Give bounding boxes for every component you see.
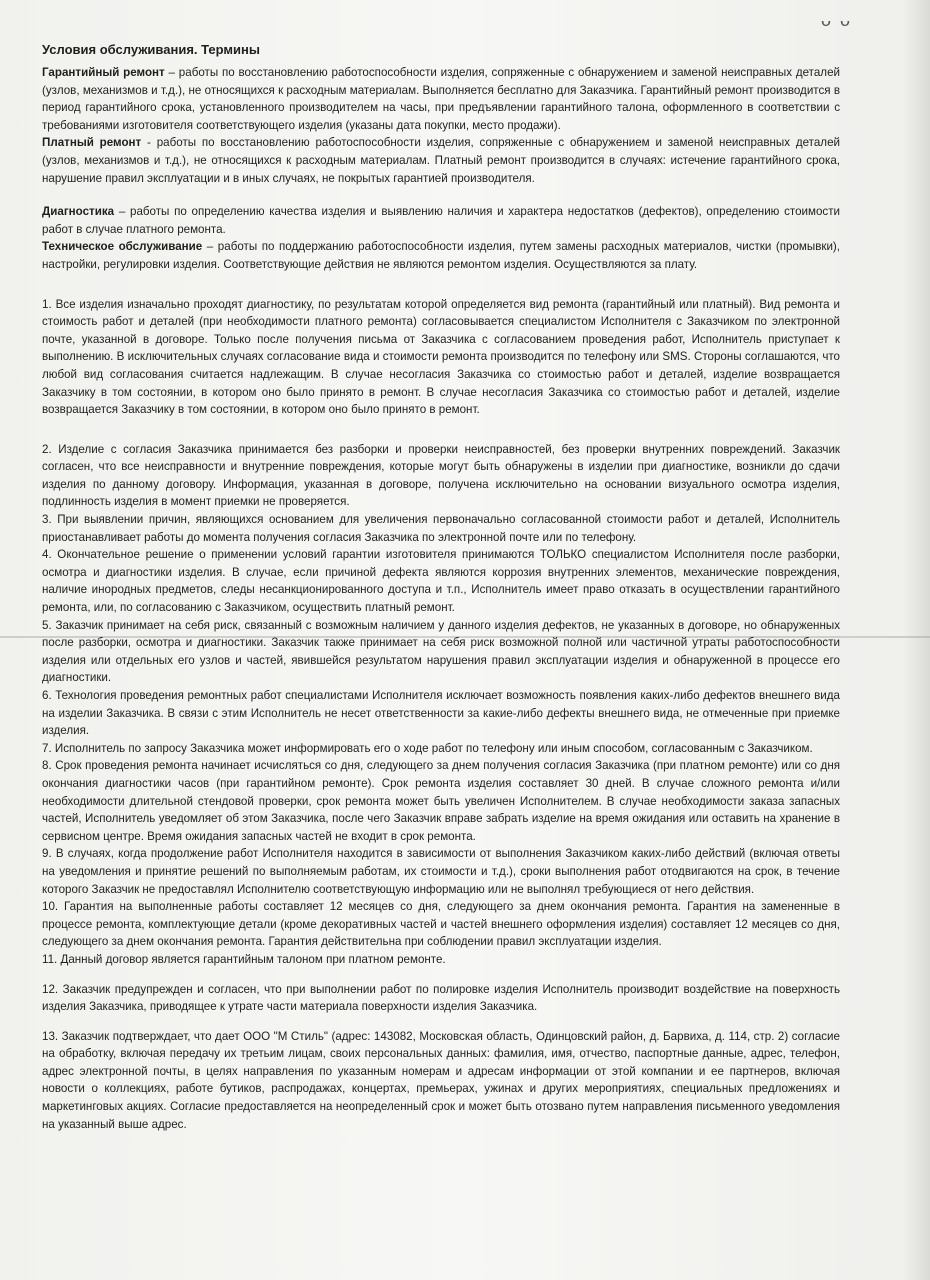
term-warranty-repair: Гарантийный ремонт – работы по восстановлению работоспособности изделия, сопряженные с обнаружением и заменой неисправных деталей (узлов, механизмов и т.д.), не относящихся к расходным материалам. Выполняется бесплатно для Заказчика. Гарантийный ремонт производится в период гарантийного срока, установленного производителем на часы, при предъявлении гарантийного талона, оформленного в соответствии с требованиями изготовителя соответствующего изделия (указаны дата покупки, место продажи).	[42, 66, 840, 132]
clause-6: 6. Технология проведения ремонтных работ специалистами Исполнителя исключает возможность появления каких-либо дефектов внешнего вида на изделии Заказчика. В связи с этим Исполнитель не несет ответственности за какие-либо дефекты внешнего вида, не отмеченные при приемке изделия.	[42, 689, 840, 738]
clause-4: 4. Окончательное решение о применении условий гарантии изготовителя принимаются ТОЛЬКО специалистом Исполнителя после разборки, осмотра и диагностики изделия. В случае, если причиной дефекта являются коррозия внутренних элементов, механические повреждения, наличие инородных предметов, следы несанкционированного доступа и т.п., Исполнитель имеет право отказать в осуществлении гарантийного ремонта, или, по согласованию с Заказчиком, осуществить платный ремонт.	[42, 548, 840, 615]
term-definition: работы по поддержанию работоспособности изделия, путем замены расходных материалов, чистки (промывки), настройки, регулировки изделия. Соответствующие действия не являются ремонтом изделия. Осуществляются за плату.	[42, 240, 841, 271]
clause-11: 11. Данный договор является гарантийным талоном при платном ремонте.	[42, 952, 446, 966]
term-label: Гарантийный ремонт	[42, 66, 165, 79]
clause-3: 3. При выявлении причин, являющихся основанием для увеличения первоначально согласованной стоимости работ и деталей, Исполнитель приостанавливает работы до момента получения согласия Заказчика по электронной почте или по телефону.	[42, 513, 840, 544]
clause-2: 2. Изделие с согласия Заказчика принимается без разборки и проверки неисправностей, без проверки внутренних повреждений. Заказчик согласен, что все неисправности и внутренние повреждения, которые могут быть обнаружены в изделии при диагностике, возникли до сдачи изделия по данному договору. Информация, указанная в договоре, получена исключительно на основании визуального осмотра изделия, подлинность изделия в момент приемки не проверяется.	[42, 442, 840, 509]
clause-12: 12. Заказчик предупрежден и согласен, что при выполнении работ по полировке изделия Исполнитель производит воздействие на поверхность изделия Заказчика, приводящее к утрате части материала поверхности изделия Заказчика.	[42, 982, 840, 1014]
term-paid-repair: Платный ремонт - работы по восстановлению работоспособности изделия, сопряженные с обнаружением и заменой неисправных деталей (узлов, механизмов и т.д.), не относящихся к расходным материалам. Платный ремонт производится в случаях: истечение гарантийного срока, нарушение правил эксплуатации и в иных случаях, не покрытых гарантией производителя.	[42, 136, 840, 185]
clause-1: 1. Все изделия изначально проходят диагностику, по результатам которой определяется вид ремонта (гарантийный или платный). Вид ремонта и стоимость работ и деталей (при необходимости платного ремонта) согласовывается специалистом Исполнителя с Заказчиком по электронной почте, указанной в договоре. Только после получения письма от Заказчика с согласованием проведения работ, Исполнитель приступает к выполнению. В исключительных случаях согласование вида и стоимости ремонта производится по телефону или SMS. Стороны соглашаются, что любой вид согласования считается надлежащим. В случае несогласия Заказчика со стоимостью работ и деталей, изделие возвращается Заказчику в том состоянии, в котором оно было принято в ремонт. В случае несогласия Заказчика со стоимостью работ и деталей, изделие возвращается Заказчику в том состоянии, в котором оно было принято в ремонт.	[42, 297, 840, 417]
clause-8: 8. Срок проведения ремонта начинает исчисляться со дня, следующего за днем получения согласия Заказчика (при платном ремонте) или со дня окончания диагностики часов (при гарантийном ремонте). Срок ремонта изделия составляет 30 дней. В случае сложного ремонта и/или необходимости длительной стендовой проверки, срок ремонта может быть увеличен Исполнителем. В случае необходимости заказа запасных частей, Исполнитель уведомляет об этом Заказчика, после чего Заказчик вправе забрать изделие на время ожидания или оставить на хранение в сервисном центре. Время ожидания запасных частей не входит в срок ремонта.	[42, 759, 840, 843]
document-body	[42, 40, 840, 1133]
document-title: Условия обслуживания. Термины	[42, 42, 260, 57]
clause-5: 5. Заказчик принимает на себя риск, связанный с возможным наличием у данного изделия дефектов, не указанных в договоре, но обнаруженных после разборки, осмотра и диагностики. Заказчик также принимает на себя риск возможной полной или частичной утраты работоспособности изделия или отдельных его узлов и частей, явившейся результатом нарушения правил эксплуатации изделия и обнаруженной в процессе его диагностики.	[42, 618, 840, 685]
term-diagnostics: Диагностика – работы по определению качества изделия и выявлению наличия и характера недостатков (дефектов), определению стоимости работ в случае платного ремонта.	[42, 205, 841, 236]
term-maintenance: Техническое обслуживание – работы по поддержанию работоспособности изделия, путем замены расходных материалов, чистки (промывки), настройки, регулировки изделия. Соответствующие действия не являются ремонтом изделия. Осуществляются за плату.	[42, 240, 841, 271]
term-definition: работы по восстановлению работоспособности изделия, сопряженные с обнаружением и заменой неисправных деталей (узлов, механизмов и т.д.), не относящихся к расходным материалам. Платный ремонт производится в случаях: истечение гарантийного срока, нарушение правил эксплуатации и в иных случаях, не покрытых гарантией производителя.	[42, 136, 840, 185]
clause-10: 10. Гарантия на выполненные работы составляет 12 месяцев со дня, следующего за днем окончания ремонта. Гарантия на замененные в процессе ремонта, комплектующие детали (кроме декоративных частей и частей внешнего оформления изделия) составляет 12 месяцев со дня, следующего за днем окончания ремонта. Гарантия действительна при соблюдении правил эксплуатации изделия.	[42, 900, 840, 949]
page-edge-shadow	[904, 0, 930, 1280]
term-definition: работы по определению качества изделия и выявлению наличия и характера недостатков (дефектов), определению стоимости работ в случае платного ремонта.	[42, 205, 841, 236]
term-label: Диагностика	[42, 205, 115, 219]
term-label: Техническое обслуживание	[42, 240, 203, 254]
term-definition: работы по восстановлению работоспособности изделия, сопряженные с обнаружением и заменой неисправных деталей (узлов, механизмов и т.д.), не относящихся к расходным материалам. Выполняется бесплатно для Заказчика. Гарантийный ремонт производится в период гарантийного срока, установленного производителем на часы, при предъявлении гарантийного талона, оформленного в соответствии с требованиями изготовителя соответствующего изделия (указаны дата покупки, место продажи).	[42, 66, 840, 132]
clause-13: 13. Заказчик подтверждает, что дает ООО "М Стиль" (адрес: 143082, Московская область, Одинцовский район, д. Барвиха, д. 114, стр. 2) согласие на обработку, включая передачу их третьим лицам, своих персональных данных: фамилия, имя, отчество, паспортные данные, адрес, телефон, адрес электронной почты, в целях направления по указанным номерам и адресам информации от этой компании и ее партнеров, включая новости о коллекциях, работе бутиков, распродажах, концертах, премьерах, ужинах и других мероприятиях, специальных предложениях и маркетинговых акциях. Согласие предоставляется на неопределенный срок и может быть отозвано путем направления письменного уведомления на указанный выше адрес.	[42, 1029, 840, 1131]
clause-7: 7. Исполнитель по запросу Заказчика может информировать его о ходе работ по телефону или иным способом, согласованным с Заказчиком.	[42, 741, 813, 755]
clause-9: 9. В случаях, когда продолжение работ Исполнителя находится в зависимости от выполнения Заказчиком каких-либо действий (включая ответы на уведомления и принятие решений по выполняемым работам, их стоимости и т.д.), сроки выполнения работ отодвигаются на срок, в течение которого Заказчик не предоставлял Исполнителю соответствующую информацию или не выполнял требующиеся от него действия.	[42, 847, 840, 896]
term-label: Платный ремонт	[42, 136, 142, 150]
corner-marks: ᴗ ᴗ	[820, 10, 852, 30]
